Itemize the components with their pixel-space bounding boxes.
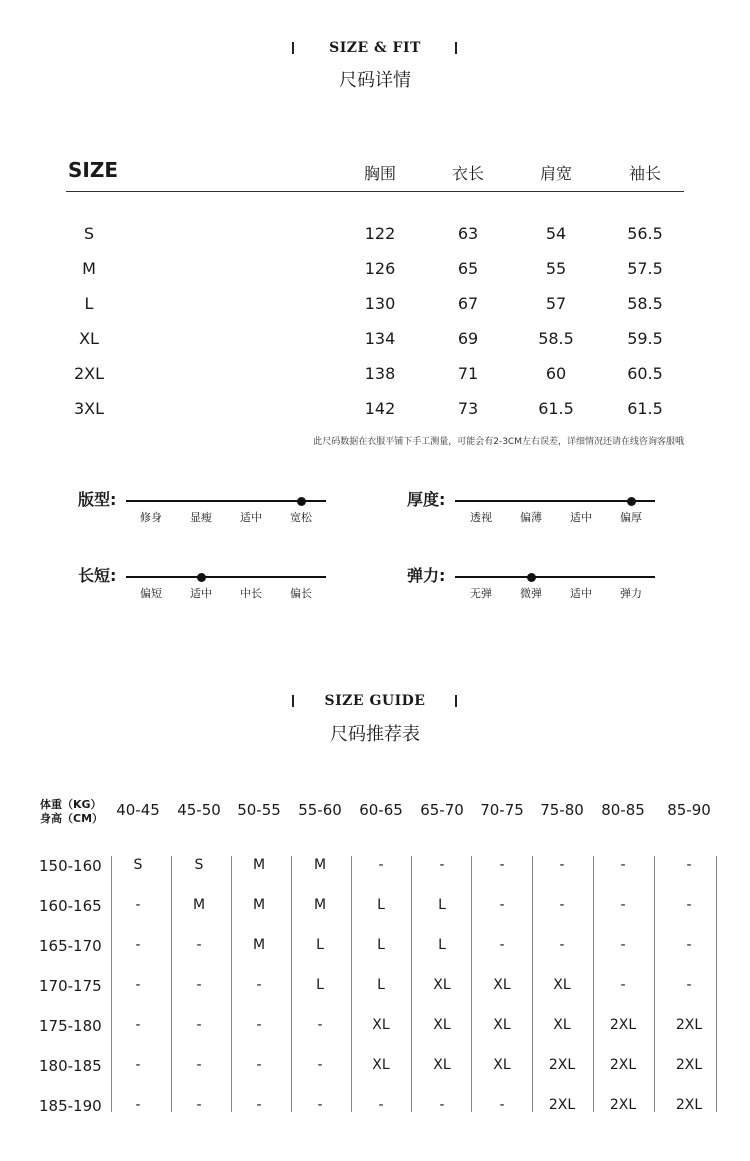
size-fit-title: SIZE & FIT xyxy=(329,40,421,56)
size-guide-cell: - xyxy=(686,977,692,993)
fit-scale-label: 弹力: xyxy=(407,566,446,585)
size-recommend-title: 尺码推荐表 xyxy=(330,724,420,745)
size-table-cell: 69 xyxy=(457,329,479,348)
weight-header: 70-75 xyxy=(480,801,524,819)
height-row-label: 165-170 xyxy=(39,937,102,955)
size-guide-cell: M xyxy=(313,857,327,873)
grid-column-divider xyxy=(411,856,412,1112)
weight-header: 50-55 xyxy=(237,801,281,819)
fit-scale-marker xyxy=(197,573,206,582)
size-guide-cell: 2XL xyxy=(609,1057,637,1073)
size-guide-cell: 2XL xyxy=(548,1097,576,1113)
size-guide-cell: 2XL xyxy=(675,1057,703,1073)
grid-column-divider xyxy=(231,856,232,1112)
col-length: 衣长 xyxy=(451,164,484,183)
size-guide-cell: - xyxy=(317,1017,323,1033)
fit-scale-option: 偏短 xyxy=(140,587,162,600)
fit-scale-marker xyxy=(627,497,636,506)
size-table-cell: 60.5 xyxy=(627,364,663,383)
fit-scale-option: 偏薄 xyxy=(520,511,542,524)
size-details-title: 尺码详情 xyxy=(339,70,411,91)
size-guide-cell: L xyxy=(316,937,324,953)
fit-scale-option: 适中 xyxy=(570,587,592,600)
fit-scale-label: 厚度: xyxy=(407,490,446,509)
size-guide-cell: XL xyxy=(493,1017,511,1033)
height-row-label: 175-180 xyxy=(39,1017,102,1035)
size-guide-cell: L xyxy=(377,897,385,913)
size-guide-cell: - xyxy=(317,1057,323,1073)
fit-scale-option: 适中 xyxy=(240,511,262,524)
size-guide-cell: - xyxy=(135,1097,141,1113)
weight-header: 65-70 xyxy=(420,801,464,819)
size-table-cell: 59.5 xyxy=(627,329,663,348)
size-guide-cell: - xyxy=(378,1097,384,1113)
size-guide-cell: - xyxy=(499,1097,505,1113)
size-table-cell: 57 xyxy=(545,294,567,313)
col-chest: 胸围 xyxy=(363,164,396,183)
size-guide-cell: M xyxy=(313,897,327,913)
fit-scale-option: 偏厚 xyxy=(620,511,642,524)
fit-scale-option: 中长 xyxy=(240,587,262,600)
fit-scale-option: 适中 xyxy=(570,511,592,524)
size-table-divider xyxy=(66,191,684,192)
weight-header: 75-80 xyxy=(540,801,584,819)
weight-header: 40-45 xyxy=(116,801,160,819)
size-guide-cell: XL xyxy=(433,1017,451,1033)
size-guide-cell: - xyxy=(620,977,626,993)
grid-column-divider xyxy=(716,856,717,1112)
size-table-cell: 61.5 xyxy=(627,399,663,418)
size-guide-cell: L xyxy=(316,977,324,993)
grid-column-divider xyxy=(532,856,533,1112)
height-row-label: 150-160 xyxy=(39,857,102,875)
size-guide-cell: - xyxy=(256,1017,262,1033)
size-guide-cell: - xyxy=(499,897,505,913)
size-guide-cell: - xyxy=(196,1017,202,1033)
size-guide-cell: XL xyxy=(433,977,451,993)
fit-scale-track xyxy=(455,500,655,502)
weight-header: 60-65 xyxy=(359,801,403,819)
size-guide-cell: - xyxy=(499,857,505,873)
height-row-label: 170-175 xyxy=(39,977,102,995)
size-guide-cell: 2XL xyxy=(609,1097,637,1113)
size-guide-cell: 2XL xyxy=(675,1017,703,1033)
size-table-cell: 134 xyxy=(364,329,396,348)
size-guide-cell: - xyxy=(256,1057,262,1073)
size-row-label: S xyxy=(83,224,95,243)
fit-scale-option: 无弹 xyxy=(470,587,492,600)
fit-scale-track xyxy=(455,576,655,578)
grid-column-divider xyxy=(471,856,472,1112)
size-table-cell: 58.5 xyxy=(627,294,663,313)
size-guide-cell: L xyxy=(438,897,446,913)
size-table-cell: 122 xyxy=(364,224,396,243)
size-guide-cell: - xyxy=(686,937,692,953)
size-guide-cell: 2XL xyxy=(548,1057,576,1073)
size-guide-cell: - xyxy=(686,897,692,913)
size-guide-cell: - xyxy=(439,1097,445,1113)
size-table-cell: 130 xyxy=(364,294,396,313)
size-guide-cell: - xyxy=(620,897,626,913)
size-guide-cell: S xyxy=(194,857,204,873)
header-right-bar xyxy=(455,42,457,54)
size-guide-cell: XL xyxy=(493,1057,511,1073)
fit-scale-label: 版型: xyxy=(78,490,117,509)
size-guide-cell: - xyxy=(256,977,262,993)
size-guide-cell: - xyxy=(135,897,141,913)
size-guide-cell: L xyxy=(377,977,385,993)
size-guide-cell: - xyxy=(499,937,505,953)
size-row-label: XL xyxy=(79,329,99,348)
size-guide-cell: XL xyxy=(372,1057,390,1073)
size-table-cell: 142 xyxy=(364,399,396,418)
grid-column-divider xyxy=(593,856,594,1112)
size-guide-cell: M xyxy=(192,897,206,913)
fit-scale-option: 适中 xyxy=(190,587,212,600)
height-row-label: 180-185 xyxy=(39,1057,102,1075)
fit-scale-track xyxy=(126,500,326,502)
fit-scale-option: 显瘦 xyxy=(190,511,212,524)
size-table-cell: 65 xyxy=(457,259,479,278)
size-guide-cell: - xyxy=(559,857,565,873)
size-guide-cell: - xyxy=(135,977,141,993)
size-table-cell: 54 xyxy=(545,224,567,243)
size-guide-cell: - xyxy=(620,937,626,953)
size-row-label: M xyxy=(82,259,96,278)
size-table-cell: 61.5 xyxy=(538,399,574,418)
size-table-cell: 56.5 xyxy=(627,224,663,243)
size-guide-cell: 2XL xyxy=(675,1097,703,1113)
size-table-cell: 71 xyxy=(457,364,479,383)
size-table-cell: 63 xyxy=(457,224,479,243)
fit-scale-option: 透视 xyxy=(470,511,492,524)
size-guide-cell: XL xyxy=(433,1057,451,1073)
size-guide-cell: - xyxy=(196,977,202,993)
size-guide-cell: - xyxy=(686,857,692,873)
height-row-label: 160-165 xyxy=(39,897,102,915)
corner-weight-label: 体重（KG） xyxy=(40,798,102,811)
fit-scale-option: 偏长 xyxy=(290,587,312,600)
fit-scale-option: 微弹 xyxy=(520,587,542,600)
size-guide-cell: - xyxy=(135,937,141,953)
size-column-label: SIZE xyxy=(68,158,119,182)
height-row-label: 185-190 xyxy=(39,1097,102,1115)
grid-column-divider xyxy=(351,856,352,1112)
size-table-cell: 73 xyxy=(457,399,479,418)
fit-scale-marker xyxy=(527,573,536,582)
size-guide-cell: L xyxy=(377,937,385,953)
size-guide-cell: XL xyxy=(372,1017,390,1033)
fit-scale-marker xyxy=(297,497,306,506)
grid-column-divider xyxy=(111,856,112,1112)
size-row-label: 3XL xyxy=(73,399,105,418)
size-guide-cell: - xyxy=(256,1097,262,1113)
fit-scale-option: 弹力 xyxy=(620,587,642,600)
col-sleeve: 袖长 xyxy=(628,164,661,183)
size-table-cell: 55 xyxy=(545,259,567,278)
size-guide-cell: M xyxy=(252,937,266,953)
size-guide-cell: - xyxy=(135,1017,141,1033)
weight-header: 45-50 xyxy=(177,801,221,819)
weight-header: 55-60 xyxy=(298,801,342,819)
size-guide-cell: S xyxy=(133,857,143,873)
grid-column-divider xyxy=(171,856,172,1112)
size-guide-cell: M xyxy=(252,897,266,913)
header2-right-bar xyxy=(455,695,457,707)
size-guide-cell: XL xyxy=(553,1017,571,1033)
corner-height-label: 身高（CM） xyxy=(40,812,104,825)
size-guide-cell: XL xyxy=(553,977,571,993)
size-table-cell: 57.5 xyxy=(627,259,663,278)
size-guide-cell: - xyxy=(439,857,445,873)
grid-column-divider xyxy=(291,856,292,1112)
size-table-cell: 138 xyxy=(364,364,396,383)
size-guide-cell: - xyxy=(317,1097,323,1113)
size-guide-cell: - xyxy=(559,897,565,913)
grid-column-divider xyxy=(654,856,655,1112)
fit-scale-track xyxy=(126,576,326,578)
size-row-label: 2XL xyxy=(73,364,105,383)
fit-scale-option: 修身 xyxy=(140,511,162,524)
measurement-note: 此尺码数据在衣服平铺下手工测量，可能会有2-3CM左右误差，详细情况还请在线咨询客服哦 xyxy=(313,437,684,447)
size-guide-cell: - xyxy=(196,937,202,953)
fit-scale-label: 长短: xyxy=(78,566,117,585)
fit-scale-option: 宽松 xyxy=(290,511,312,524)
weight-header: 80-85 xyxy=(601,801,645,819)
size-guide-cell: - xyxy=(620,857,626,873)
size-table-cell: 58.5 xyxy=(538,329,574,348)
size-guide-title: SIZE GUIDE xyxy=(324,693,426,709)
weight-header: 85-90 xyxy=(667,801,711,819)
size-table-cell: 60 xyxy=(545,364,567,383)
size-row-label: L xyxy=(84,294,94,313)
size-table-cell: 126 xyxy=(364,259,396,278)
size-guide-cell: - xyxy=(378,857,384,873)
size-table-cell: 67 xyxy=(457,294,479,313)
size-guide-cell: L xyxy=(438,937,446,953)
size-guide-cell: - xyxy=(196,1057,202,1073)
size-guide-cell: - xyxy=(196,1097,202,1113)
size-guide-cell: M xyxy=(252,857,266,873)
size-guide-cell: - xyxy=(135,1057,141,1073)
size-guide-cell: - xyxy=(559,937,565,953)
col-shoulder: 肩宽 xyxy=(539,164,572,183)
size-guide-cell: XL xyxy=(493,977,511,993)
size-guide-cell: 2XL xyxy=(609,1017,637,1033)
